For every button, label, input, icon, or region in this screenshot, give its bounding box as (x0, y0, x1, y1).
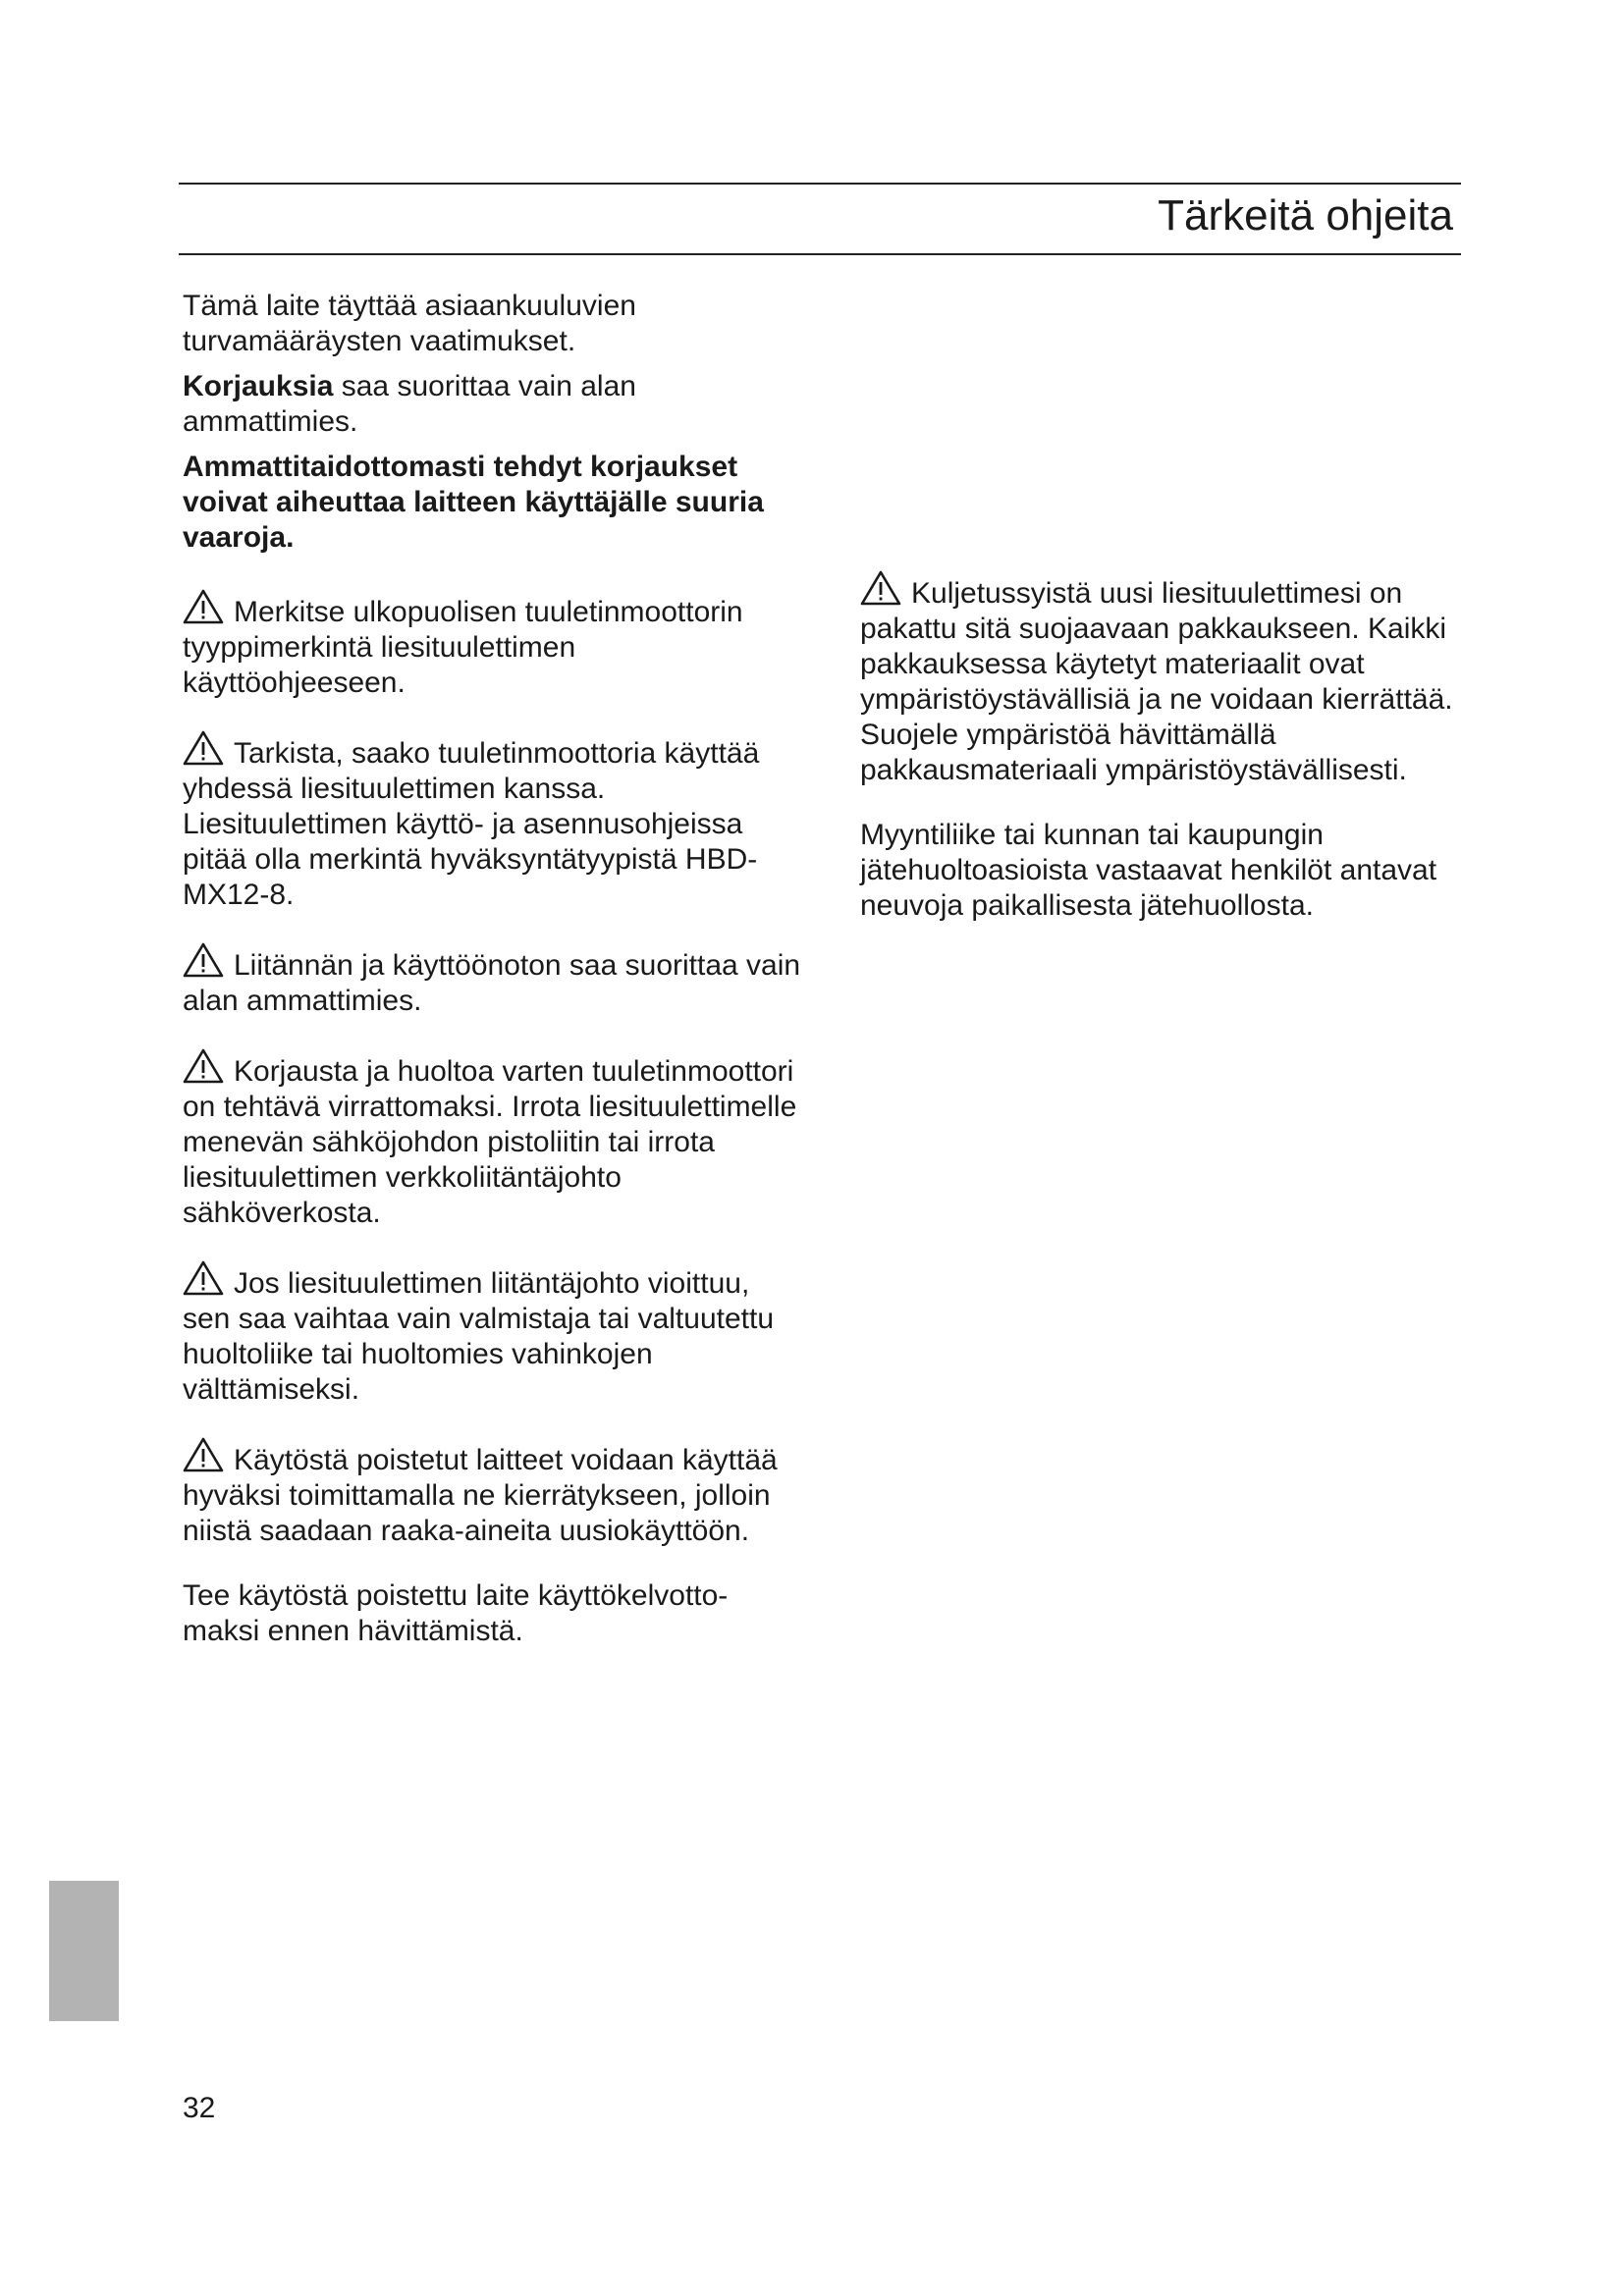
disposal-paragraph: Tee käytöstä poistettu laite käyttökelvotto-maksi ennen hävittämistä. (183, 1579, 729, 1647)
page-title: Tärkeitä ohjeita (1158, 191, 1453, 240)
warning-paragraph (183, 730, 801, 913)
warning-text: Käytöstä poistetut laitteet voidaan käyttää hyväksi toimittamalla ne kierrätykseen, jolloin niistä saadaan raaka-aineita uusiokäyttöön. (183, 1444, 778, 1547)
warning-paragraph (183, 1260, 801, 1408)
warning-text: Kuljetussyistä uusi liesituulettimesi on pakattu sitä suojaavaan pakkaukseen. Kaikki pakkauksessa käytetyt materiaalit ovat ympäristöystävällisiä ja ne voidaan kierrättää. Suojele ympäristöä hävittämällä pakkausmateriaali ympäristöystävällisesti. (860, 577, 1453, 786)
repairs-paragraph (183, 369, 801, 440)
warning-triangle-icon (183, 942, 224, 978)
warning-paragraph (183, 942, 801, 1019)
intro-paragraph: Tämä laite täyttää asiaankuuluvien turvamääräysten vaatimukset. (183, 290, 636, 357)
warning-triangle-icon (183, 730, 224, 766)
warning-paragraph (183, 1048, 801, 1231)
header-rule-top (179, 183, 1461, 185)
danger-paragraph: Ammattitaidottomasti tehdyt korjaukset voivat aiheuttaa laitteen käyttäjälle suuria vaaroja. (183, 451, 764, 554)
warning-triangle-icon (183, 589, 224, 624)
warning-triangle-icon (183, 1260, 224, 1296)
warning-triangle-icon (860, 570, 901, 606)
page-number: 32 (183, 2092, 216, 2124)
disposal-advice-paragraph: Myyntiliike tai kunnan tai kaupungin jätehuoltoasioista vastaavat henkilöt antavat neuvoja paikallisesta jätehuollosta. (860, 819, 1437, 922)
left-column (183, 289, 801, 1679)
warning-text: Korjausta ja huoltoa varten tuuletinmoottori on tehtävä virrattomaksi. Irrota liesituulettimelle menevän sähköjohdon pistoliitin tai irrota liesituulettimen verkkoliitäntäjohto sähköverkosta. (183, 1055, 797, 1229)
repairs-text: saa suorittaa vain alan ammattimies. (183, 370, 636, 438)
header-rule-bottom (179, 253, 1461, 255)
warning-paragraph (860, 570, 1459, 788)
warning-triangle-icon (183, 1048, 224, 1084)
warning-text: Jos liesituulettimen liitäntäjohto vioittuu, sen saa vaihtaa vain valmistaja tai valtuutettu huoltoliike tai huoltomies vahinkojen välttämiseksi. (183, 1267, 775, 1406)
language-tab-marker (49, 1881, 119, 2021)
right-column (860, 570, 1459, 953)
warning-paragraph (183, 589, 801, 701)
warning-paragraph (183, 1437, 801, 1549)
warning-text: Tarkista, saako tuuletinmoottoria käyttää yhdessä liesituulettimen kanssa. Liesituulettimen käyttö- ja asennusohjeissa pitää olla merkintä hyväksyntätyypistä HBD-MX12-8. (183, 737, 760, 911)
repairs-lead: Korjauksia (183, 370, 334, 402)
warning-text: Liitännän ja käyttöönoton saa suorittaa vain alan ammattimies. (183, 949, 801, 1017)
warning-text: Merkitse ulkopuolisen tuuletinmoottorin tyyppimerkintä liesituulettimen käyttöohjeeseen. (183, 596, 743, 699)
warning-triangle-icon (183, 1437, 224, 1472)
